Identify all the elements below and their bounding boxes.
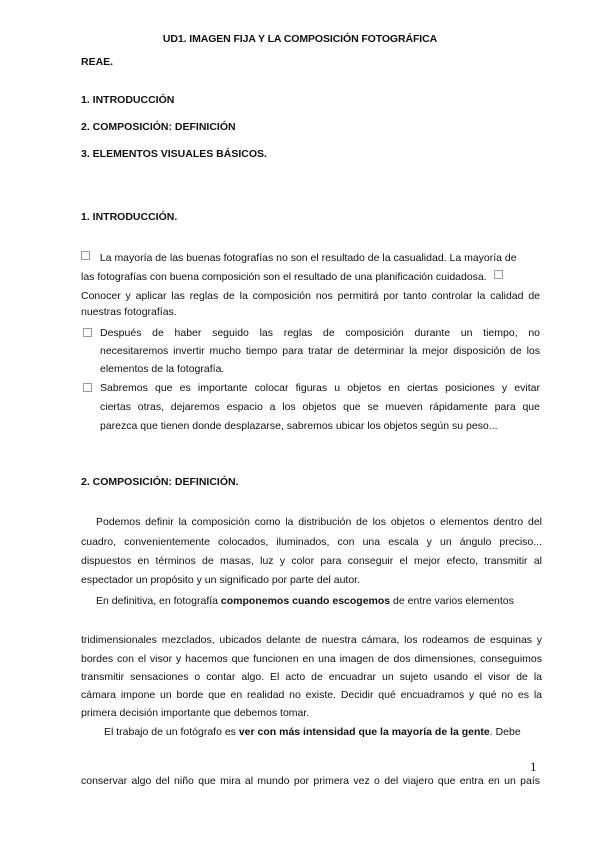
intro-b1-line1: La mayoría de las buenas fotografías no son el resultado de la casualidad. La mayoría de bbox=[99, 252, 517, 264]
comp-p1-line1: Podemos definir la composición como la distribución de los objetos o elementos dentro del bbox=[96, 516, 542, 528]
intro-b3-line2: ciertas otras, dejaremos espacio a los objetos que se mueven rápidamente para que bbox=[100, 401, 540, 413]
intro-b1-line4: nuestras fotografías. bbox=[81, 306, 177, 318]
toc-item-1: 1. INTRODUCCIÓN bbox=[81, 94, 175, 106]
toc-item-3: 3. ELEMENTOS VISUALES BÁSICOS. bbox=[81, 148, 267, 160]
comp-p5-line1: conservar algo del niño que mira al mundo por primera vez o del viajero que entra en un país bbox=[81, 775, 540, 787]
page-number: 1 bbox=[530, 759, 537, 774]
comp-p3-line2: bordes con el visor y hacemos que funcionen en una imagen de dos dimensiones, conseguimos bbox=[81, 653, 542, 665]
comp-p4-text-a: El trabajo de un fotógrafo es bbox=[104, 726, 239, 738]
intro-b1-line3: Conocer y aplicar las reglas de la composición nos permitirá por tanto controlar la calidad de bbox=[81, 290, 540, 302]
comp-p1-line4: espectador un propósito y un significado por parte del autor. bbox=[81, 574, 361, 586]
intro-heading: 1. INTRODUCCIÓN. bbox=[81, 211, 178, 223]
intro-b1-line2: las fotografías con buena composición son el resultado de una planificación cuidadosa. bbox=[81, 271, 487, 283]
comp-p3-line5: primera decisión importante que debemos tomar. bbox=[81, 707, 310, 719]
comp-p4-text-c: . Debe bbox=[489, 726, 521, 738]
comp-p2-text-a: En definitiva, en fotografía bbox=[96, 595, 221, 607]
intro-b2-line2: necesitaremos invertir mucho tiempo para tratar de determinar la mejor disposición de los bbox=[100, 345, 540, 357]
document-title: UD1. IMAGEN FIJA Y LA COMPOSICIÓN FOTOGRÁFICA bbox=[162, 33, 438, 45]
comp-p2-text-c: de entre varios elementos bbox=[390, 595, 514, 607]
comp-p3-line3: transmitir sensaciones o contar algo. El acto de encuadrar un sujeto usando el visor de la bbox=[81, 671, 542, 683]
bullet-box-icon bbox=[494, 270, 503, 279]
comp-paragraph-4 bbox=[104, 723, 521, 742]
comp-p1-line3: dispuestos en términos de masas, luz y color para conseguir el mejor efecto, transmitir al bbox=[81, 555, 542, 567]
comp-paragraph-2 bbox=[96, 592, 514, 611]
intro-b2-line3: elementos de la fotografía. bbox=[100, 363, 225, 375]
intro-b2-line1: Después de haber seguido las reglas de composición durante un tiempo, no bbox=[100, 327, 540, 339]
document-subtitle: REAE. bbox=[81, 56, 114, 68]
intro-b3-line1: Sabremos que es importante colocar figuras u objetos en ciertas posiciones y evitar bbox=[100, 382, 540, 394]
intro-b3-line3: parezca que tienen donde desplazarse, sabremos ubicar los objetos según su peso... bbox=[100, 420, 498, 432]
comp-p1-line2: cuadro, convenientemente colocados, iluminados, con una escala y un ángulo preciso... bbox=[81, 536, 542, 548]
comp-p3-line1: tridimensionales mezclados, ubicados delante de nuestra cámara, los rodeamos de esquinas y bbox=[81, 634, 542, 646]
comp-p4-bold: ver con más intensidad que la mayoría de la gente bbox=[238, 726, 490, 738]
bullet-box-icon bbox=[83, 383, 92, 392]
comp-heading: 2. COMPOSICIÓN: DEFINICIÓN. bbox=[81, 476, 239, 488]
bullet-box-icon bbox=[81, 251, 90, 260]
comp-p2-bold: componemos cuando escogemos bbox=[220, 595, 391, 607]
comp-p3-line4: cámara impone un borde que en realidad no existe. Decidir qué encuadramos y qué no es la bbox=[81, 689, 542, 701]
bullet-box-icon bbox=[83, 328, 92, 337]
toc-item-2: 2. COMPOSICIÓN: DEFINICIÓN bbox=[81, 121, 236, 133]
